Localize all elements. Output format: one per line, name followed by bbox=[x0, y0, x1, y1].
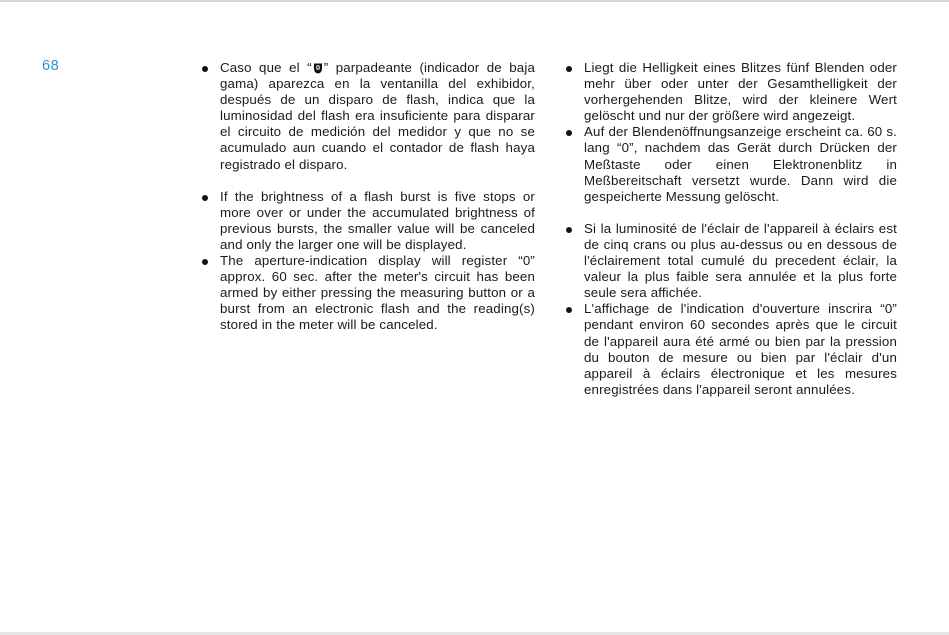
bullet-icon bbox=[202, 259, 208, 265]
german-aperture-note: Auf der Blendenöffnungsanzeige erscheint ca. 60 s. lang “0”, nachdem das Gerät durch Drücken der Meßtaste oder einen Elektronenblitz in Meßbereitschaft versetzt wurde. Dann wird die gespeicherte Messung gelöscht. bbox=[584, 124, 897, 204]
left-column bbox=[202, 60, 535, 334]
page-number: 68 bbox=[42, 58, 60, 74]
left-bullet-list bbox=[202, 60, 535, 334]
flash-warning-indicator-icon bbox=[313, 63, 323, 74]
list-item bbox=[566, 60, 897, 124]
right-bullet-list bbox=[566, 60, 897, 398]
list-item bbox=[566, 221, 897, 301]
bullet-icon bbox=[202, 66, 208, 72]
english-brightness-note: If the brightness of a flash burst is five stops or more over or under the accumulated brightness of previous bursts, the smaller value will be canceled and only the larger one will be displayed. bbox=[220, 188, 535, 252]
list-item bbox=[202, 189, 535, 253]
german-brightness-note: Liegt die Helligkeit eines Blitzes fünf Blenden oder mehr über oder unter der Gesamthelligkeit der vorhergehenden Blitze, wird der kleinere Wert gelöscht und nur der größere wird angezeigt. bbox=[584, 60, 897, 124]
bullet-icon bbox=[566, 227, 572, 233]
spanish-flash-note: Caso que el “ ” parpadeante (indicador de baja gama) aparezca en la ventanilla del exhibidor, después de un disparo de flash, indica que la luminosidad del flash era insuficiente para disparar el circuito de medición del medidor y que no se acumulado aun cuando el contador de flash haya registrado el disparo. bbox=[220, 60, 535, 172]
french-aperture-note: L'affichage de l'indication d'ouverture inscrira “0” pendant environ 60 secondes après que le circuit de l'appareil aura été armé ou bien par la pression du bouton de mesure ou bien par l'éclair d'un appareil à éclairs électronique et les mesures enregistrées dans l'appareil seront annulées. bbox=[584, 301, 897, 397]
bullet-icon bbox=[566, 307, 572, 313]
list-item bbox=[566, 124, 897, 204]
english-aperture-note: The aperture-indication display will register “0” approx. 60 sec. after the meter's circuit has been armed by either pressing the measuring button or a burst from an electronic flash and the reading(s) stored in the meter will be canceled. bbox=[220, 253, 535, 333]
paragraph-gap bbox=[566, 205, 897, 221]
bullet-icon bbox=[566, 66, 572, 72]
page-top-edge bbox=[0, 0, 949, 2]
paragraph-gap bbox=[202, 173, 535, 189]
bullet-icon bbox=[566, 130, 572, 136]
list-item bbox=[202, 60, 535, 173]
right-column bbox=[566, 60, 897, 398]
bullet-icon bbox=[202, 195, 208, 201]
list-item bbox=[202, 253, 535, 333]
french-brightness-note: Si la luminosité de l'éclair de l'appareil à éclairs est de cinq crans ou plus au-dessus ou en dessous de l'éclairement total cumulé du precedent éclair, la valeur la plus faible sera annulée et la plus forte seule sera affichée. bbox=[584, 220, 897, 301]
list-item bbox=[566, 301, 897, 398]
